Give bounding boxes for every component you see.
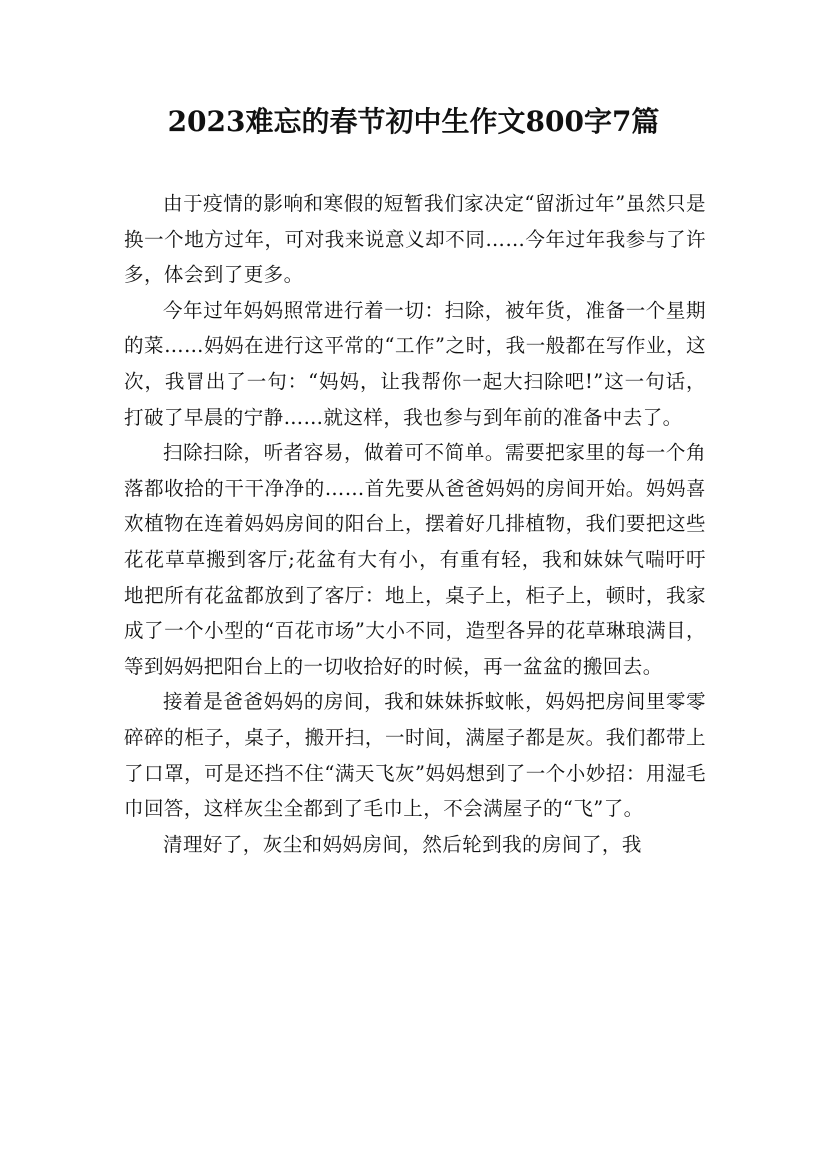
- document-body: [124, 186, 706, 862]
- paragraph: 今年过年妈妈照常进行着一切：扫除，被年货，准备一个星期的菜……妈妈在进行这平常的“工作”之时，我一般都在写作业，这次，我冒出了一句：“妈妈，让我帮你一起大扫除吧!”这一句话，打破了早晨的宁静……就这样，我也参与到年前的准备中去了。: [124, 298, 706, 429]
- document-title: 2023难忘的春节初中生作文800字7篇: [167, 105, 660, 138]
- paragraph: 由于疫情的影响和寒假的短暂我们家决定“留浙过年”虽然只是换一个地方过年，可对我来说意义却不同……今年过年我参与了许多，体会到了更多。: [124, 192, 706, 287]
- paragraph: 接着是爸爸妈妈的房间，我和妹妹拆蚊帐，妈妈把房间里零零碎碎的柜子，桌子，搬开扫，一时间，满屋子都是灰。我们都带上了口罩，可是还挡不住“满天飞灰”妈妈想到了一个小妙招：用湿毛巾回答，这样灰尘全都到了毛巾上，不会满屋子的“飞”了。: [124, 690, 706, 821]
- paragraph: 清理好了，灰尘和妈妈房间，然后轮到我的房间了，我: [163, 832, 642, 856]
- paragraph: 扫除扫除，听者容易，做着可不简单。需要把家里的每一个角落都收拾的干干净净的……首先要从爸爸妈妈的房间开始。妈妈喜欢植物在连着妈妈房间的阳台上，摆着好几排植物，我们要把这些花花草草搬到客厅;花盆有大有小，有重有轻，我和妹妹气喘吁吁地把所有花盆都放到了客厅：地上，桌子上，柜子上，顿时，我家成了一个小型的“百花市场”大小不同，造型各异的花草琳琅满目，等到妈妈把阳台上的一切收拾好的时候，再一盆盆的搬回去。: [124, 441, 706, 678]
